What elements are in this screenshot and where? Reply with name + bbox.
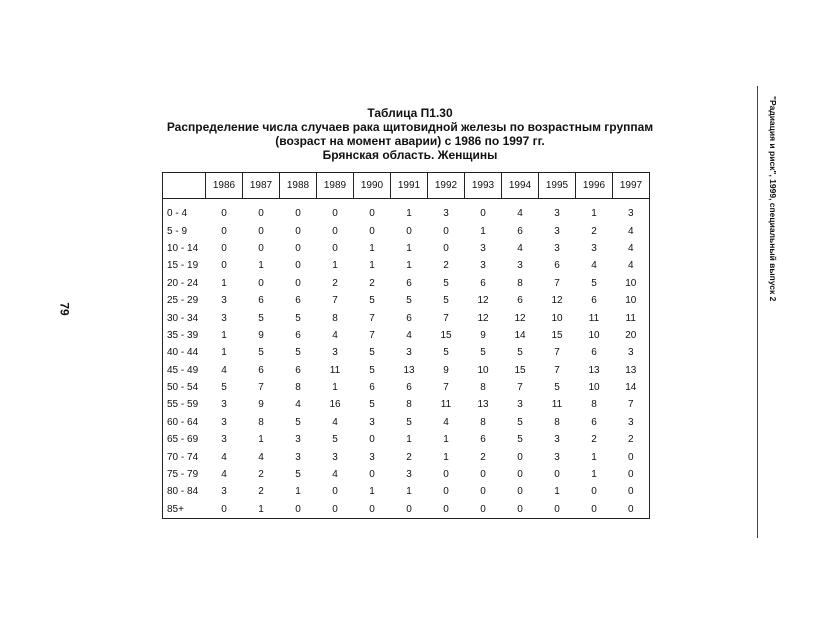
case-count-cell: 6 [591, 416, 597, 428]
case-count-cell: 0 [443, 225, 449, 237]
year-header-cell: 1997 [613, 173, 650, 199]
case-count-cell: 13 [613, 362, 650, 379]
case-count-cell: 1 [221, 329, 227, 341]
case-count-cell: 1 [554, 486, 560, 498]
case-count-cell: 0 [332, 486, 338, 498]
case-count-cell: 0 [369, 208, 375, 220]
case-count-cell: 0 [332, 225, 338, 237]
case-count-cell: 5 [517, 434, 523, 446]
case-count-cell: 0 [576, 501, 613, 519]
case-count-cell: 7 [443, 382, 449, 394]
case-count-cell: 2 [369, 277, 375, 289]
case-count-cell: 5 [517, 347, 523, 359]
case-count-cell: 6 [295, 295, 301, 307]
case-count-cell: 0 [258, 225, 264, 237]
age-group-cell: 50 - 54 [163, 379, 206, 396]
case-count-cell: 3 [295, 451, 301, 463]
case-count-cell: 2 [258, 486, 264, 498]
case-count-cell: 7 [369, 312, 375, 324]
case-count-cell: 6 [406, 277, 412, 289]
case-count-cell: 8 [554, 416, 560, 428]
case-count-cell: 5 [295, 347, 301, 359]
case-count-cell: 4 [258, 451, 264, 463]
year-header-row [163, 173, 650, 199]
case-count-cell: 2 [332, 277, 338, 289]
case-count-cell: 6 [554, 260, 560, 272]
case-count-cell: 0 [443, 469, 449, 481]
case-count-cell: 11 [613, 309, 650, 326]
case-count-cell: 6 [517, 295, 523, 307]
table-row [163, 240, 650, 257]
case-count-cell: 4 [613, 257, 650, 274]
case-count-cell: 4 [221, 364, 227, 376]
case-count-cell: 7 [258, 382, 264, 394]
table-row [163, 222, 650, 239]
case-count-cell: 7 [554, 347, 560, 359]
case-count-cell: 3 [221, 434, 227, 446]
table-row [163, 292, 650, 309]
case-count-cell: 0 [613, 466, 650, 483]
case-count-cell: 15 [514, 364, 526, 376]
case-count-cell: 0 [480, 486, 486, 498]
case-count-cell: 8 [258, 416, 264, 428]
table-row [163, 396, 650, 413]
case-count-cell: 3 [554, 434, 560, 446]
case-count-cell: 5 [295, 416, 301, 428]
case-count-cell: 13 [477, 399, 489, 411]
case-count-cell: 0 [480, 208, 486, 220]
case-count-cell: 3 [480, 260, 486, 272]
case-count-cell: 5 [369, 364, 375, 376]
case-count-cell: 5 [517, 416, 523, 428]
table-row [163, 448, 650, 465]
age-group-cell: 80 - 84 [163, 483, 206, 500]
case-count-cell: 3 [406, 469, 412, 481]
case-count-cell: 8 [332, 312, 338, 324]
case-count-cell: 6 [258, 364, 264, 376]
case-count-cell: 5 [295, 469, 301, 481]
case-count-cell: 9 [443, 364, 449, 376]
case-count-cell: 1 [406, 242, 412, 254]
case-count-cell: 4 [517, 208, 523, 220]
case-count-cell: 8 [480, 382, 486, 394]
case-count-cell: 10 [588, 382, 600, 394]
case-count-cell: 5 [406, 416, 412, 428]
case-count-cell: 3 [221, 486, 227, 498]
case-count-cell: 0 [591, 486, 597, 498]
case-count-cell: 1 [406, 260, 412, 272]
case-count-cell: 1 [221, 277, 227, 289]
case-count-cell: 6 [295, 364, 301, 376]
case-count-cell: 0 [332, 242, 338, 254]
case-count-cell: 4 [613, 240, 650, 257]
case-count-cell: 0 [369, 225, 375, 237]
case-count-cell: 10 [613, 275, 650, 292]
age-group-cell: 20 - 24 [163, 275, 206, 292]
year-header-cell: 1992 [428, 173, 465, 199]
age-group-cell: 45 - 49 [163, 362, 206, 379]
age-group-cell: 10 - 14 [163, 240, 206, 257]
case-count-cell: 16 [329, 399, 341, 411]
table-row [163, 379, 650, 396]
case-count-cell: 1 [295, 486, 301, 498]
case-count-cell: 2 [406, 451, 412, 463]
case-count-cell: 4 [443, 416, 449, 428]
case-count-cell: 12 [551, 295, 563, 307]
age-group-cell: 65 - 69 [163, 431, 206, 448]
case-count-cell: 15 [551, 329, 563, 341]
case-count-cell: 1 [332, 382, 338, 394]
incidence-table [162, 172, 650, 519]
case-count-cell: 3 [554, 242, 560, 254]
case-count-cell: 1 [369, 260, 375, 272]
case-count-cell: 7 [332, 295, 338, 307]
case-count-cell: 0 [517, 451, 523, 463]
case-count-cell: 1 [443, 451, 449, 463]
case-count-cell: 8 [517, 277, 523, 289]
table-number: Таблица П1.30 [367, 106, 453, 120]
case-count-cell: 5 [369, 295, 375, 307]
table-row [163, 431, 650, 448]
case-count-cell: 5 [369, 347, 375, 359]
case-count-cell: 6 [406, 312, 412, 324]
age-group-cell: 15 - 19 [163, 257, 206, 274]
case-count-cell: 7 [369, 329, 375, 341]
case-count-cell: 3 [221, 295, 227, 307]
case-count-cell: 3 [517, 260, 523, 272]
case-count-cell: 0 [465, 501, 502, 519]
case-count-cell: 0 [221, 225, 227, 237]
case-count-cell: 1 [258, 434, 264, 446]
case-count-cell: 1 [406, 434, 412, 446]
case-count-cell: 0 [391, 501, 428, 519]
case-count-cell: 3 [517, 399, 523, 411]
case-count-cell: 0 [517, 469, 523, 481]
age-group-cell: 40 - 44 [163, 344, 206, 361]
case-count-cell: 1 [332, 260, 338, 272]
case-count-cell: 14 [514, 329, 526, 341]
table-row [163, 414, 650, 431]
case-count-cell: 3 [591, 242, 597, 254]
case-count-cell: 1 [480, 225, 486, 237]
case-count-cell: 1 [591, 208, 597, 220]
case-count-cell: 5 [258, 347, 264, 359]
table-row [163, 275, 650, 292]
age-group-cell: 5 - 9 [163, 222, 206, 239]
case-count-cell: 7 [554, 277, 560, 289]
case-count-cell: 3 [332, 347, 338, 359]
table-row [163, 344, 650, 361]
case-count-cell: 4 [613, 222, 650, 239]
case-count-cell: 2 [591, 434, 597, 446]
year-header-cell: 1993 [465, 173, 502, 199]
case-count-cell: 8 [480, 416, 486, 428]
table-heading [160, 106, 660, 162]
case-count-cell: 5 [591, 277, 597, 289]
case-count-cell: 0 [613, 448, 650, 465]
case-count-cell: 11 [551, 399, 563, 411]
case-count-cell: 9 [480, 329, 486, 341]
year-header-cell: 1996 [576, 173, 613, 199]
table-row [163, 309, 650, 326]
case-count-cell: 0 [517, 486, 523, 498]
table-row [163, 483, 650, 500]
case-count-cell: 5 [332, 434, 338, 446]
case-count-cell: 0 [280, 501, 317, 519]
case-count-cell: 2 [443, 260, 449, 272]
case-count-cell: 9 [258, 329, 264, 341]
case-count-cell: 12 [477, 312, 489, 324]
case-count-cell: 5 [221, 382, 227, 394]
case-count-cell: 3 [613, 344, 650, 361]
case-count-cell: 0 [295, 242, 301, 254]
case-count-cell: 0 [502, 501, 539, 519]
case-count-cell: 0 [317, 501, 354, 519]
case-count-cell: 3 [554, 451, 560, 463]
case-count-cell: 0 [258, 277, 264, 289]
case-count-cell: 4 [517, 242, 523, 254]
case-count-cell: 4 [332, 416, 338, 428]
case-count-cell: 5 [406, 295, 412, 307]
case-count-cell: 5 [258, 312, 264, 324]
case-count-cell: 7 [613, 396, 650, 413]
case-count-cell: 0 [369, 469, 375, 481]
case-count-cell: 2 [258, 469, 264, 481]
case-count-cell: 0 [258, 208, 264, 220]
case-count-cell: 7 [443, 312, 449, 324]
case-count-cell: 4 [591, 260, 597, 272]
table-row [163, 257, 650, 274]
age-group-cell: 70 - 74 [163, 448, 206, 465]
case-count-cell: 0 [221, 242, 227, 254]
case-count-cell: 3 [613, 414, 650, 431]
case-count-cell: 7 [517, 382, 523, 394]
case-count-cell: 3 [480, 242, 486, 254]
corner-cell [163, 173, 206, 199]
case-count-cell: 6 [369, 382, 375, 394]
case-count-cell: 6 [591, 295, 597, 307]
case-count-cell: 12 [477, 295, 489, 307]
case-count-cell: 0 [295, 260, 301, 272]
case-count-cell: 3 [554, 225, 560, 237]
year-header-cell: 1987 [243, 173, 280, 199]
table-title: Распределение числа случаев рака щитовидной железы по возрастным группам [166, 120, 654, 134]
year-header-cell: 1994 [502, 173, 539, 199]
case-count-cell: 5 [443, 295, 449, 307]
journal-running-head: "Радиация и риск", 1999, специальный выпуск 2 [768, 96, 778, 302]
age-group-cell: 85+ [163, 501, 206, 519]
case-count-cell: 0 [480, 469, 486, 481]
case-count-cell: 1 [369, 242, 375, 254]
case-count-cell: 5 [369, 399, 375, 411]
case-count-cell: 0 [221, 260, 227, 272]
table-body [163, 199, 650, 519]
case-count-cell: 3 [406, 347, 412, 359]
case-count-cell: 6 [480, 277, 486, 289]
case-count-cell: 5 [554, 382, 560, 394]
case-count-cell: 1 [591, 469, 597, 481]
case-count-cell: 1 [221, 347, 227, 359]
case-count-cell: 13 [403, 364, 415, 376]
case-count-cell: 4 [221, 451, 227, 463]
case-count-cell: 15 [440, 329, 452, 341]
case-count-cell: 5 [480, 347, 486, 359]
case-count-cell: 4 [295, 399, 301, 411]
table-row [163, 199, 650, 223]
case-count-cell: 8 [295, 382, 301, 394]
case-count-cell: 10 [551, 312, 563, 324]
case-count-cell: 7 [554, 364, 560, 376]
case-count-cell: 1 [406, 486, 412, 498]
case-count-cell: 9 [258, 399, 264, 411]
year-header-cell: 1989 [317, 173, 354, 199]
year-header-cell: 1991 [391, 173, 428, 199]
year-header-cell: 1988 [280, 173, 317, 199]
age-group-cell: 0 - 4 [163, 199, 206, 223]
case-count-cell: 0 [354, 501, 391, 519]
case-count-cell: 3 [221, 416, 227, 428]
case-count-cell: 4 [332, 469, 338, 481]
case-count-cell: 14 [613, 379, 650, 396]
case-count-cell: 4 [221, 469, 227, 481]
case-count-cell: 5 [443, 277, 449, 289]
case-count-cell: 11 [329, 364, 341, 376]
case-count-cell: 0 [206, 501, 243, 519]
case-count-cell: 8 [591, 399, 597, 411]
case-count-cell: 10 [613, 292, 650, 309]
case-count-cell: 1 [406, 208, 412, 220]
table-subtitle: (возраст на момент аварии) с 1986 по 1997 гг. [275, 134, 545, 148]
case-count-cell: 1 [243, 501, 280, 519]
table-row [163, 362, 650, 379]
case-count-cell: 2 [480, 451, 486, 463]
case-count-cell: 8 [406, 399, 412, 411]
case-count-cell: 0 [295, 277, 301, 289]
case-count-cell: 13 [588, 364, 600, 376]
case-count-cell: 3 [613, 199, 650, 223]
year-header-cell: 1995 [539, 173, 576, 199]
case-count-cell: 0 [332, 208, 338, 220]
age-group-cell: 60 - 64 [163, 414, 206, 431]
case-count-cell: 0 [539, 501, 576, 519]
case-count-cell: 0 [369, 434, 375, 446]
year-header-cell: 1986 [206, 173, 243, 199]
case-count-cell: 3 [221, 312, 227, 324]
case-count-cell: 2 [591, 225, 597, 237]
age-group-cell: 75 - 79 [163, 466, 206, 483]
case-count-cell: 3 [554, 208, 560, 220]
case-count-cell: 6 [406, 382, 412, 394]
side-divider [757, 86, 758, 538]
case-count-cell: 6 [480, 434, 486, 446]
case-count-cell: 0 [443, 242, 449, 254]
table-region: Брянская область. Женщины [322, 148, 498, 162]
case-count-cell: 0 [295, 208, 301, 220]
case-count-cell: 11 [588, 312, 600, 324]
case-count-cell: 0 [613, 501, 650, 519]
case-count-cell: 4 [332, 329, 338, 341]
case-count-cell: 3 [369, 451, 375, 463]
case-count-cell: 6 [517, 225, 523, 237]
case-count-cell: 0 [221, 208, 227, 220]
page-number: 79 [57, 302, 72, 316]
case-count-cell: 6 [295, 329, 301, 341]
table-row [163, 327, 650, 344]
case-count-cell: 10 [588, 329, 600, 341]
case-count-cell: 3 [332, 451, 338, 463]
year-header-cell: 1990 [354, 173, 391, 199]
case-count-cell: 0 [295, 225, 301, 237]
age-group-cell: 35 - 39 [163, 327, 206, 344]
case-count-cell: 3 [221, 399, 227, 411]
case-count-cell: 10 [477, 364, 489, 376]
age-group-cell: 30 - 34 [163, 309, 206, 326]
case-count-cell: 0 [554, 469, 560, 481]
case-count-cell: 3 [369, 416, 375, 428]
case-count-cell: 0 [406, 225, 412, 237]
case-count-cell: 20 [613, 327, 650, 344]
case-count-cell: 4 [406, 329, 412, 341]
case-count-cell: 5 [295, 312, 301, 324]
case-count-cell: 11 [440, 399, 452, 411]
case-count-cell: 1 [258, 260, 264, 272]
case-count-cell: 0 [428, 501, 465, 519]
case-count-cell: 0 [613, 483, 650, 500]
case-count-cell: 5 [443, 347, 449, 359]
case-count-cell: 3 [443, 208, 449, 220]
case-count-cell: 12 [514, 312, 526, 324]
table-row [163, 466, 650, 483]
case-count-cell: 0 [258, 242, 264, 254]
case-count-cell: 1 [369, 486, 375, 498]
case-count-cell: 0 [443, 486, 449, 498]
case-count-cell: 3 [295, 434, 301, 446]
age-group-cell: 25 - 29 [163, 292, 206, 309]
case-count-cell: 2 [613, 431, 650, 448]
case-count-cell: 6 [258, 295, 264, 307]
case-count-cell: 1 [443, 434, 449, 446]
age-group-cell: 55 - 59 [163, 396, 206, 413]
table-row [163, 501, 650, 519]
case-count-cell: 1 [591, 451, 597, 463]
case-count-cell: 6 [591, 347, 597, 359]
